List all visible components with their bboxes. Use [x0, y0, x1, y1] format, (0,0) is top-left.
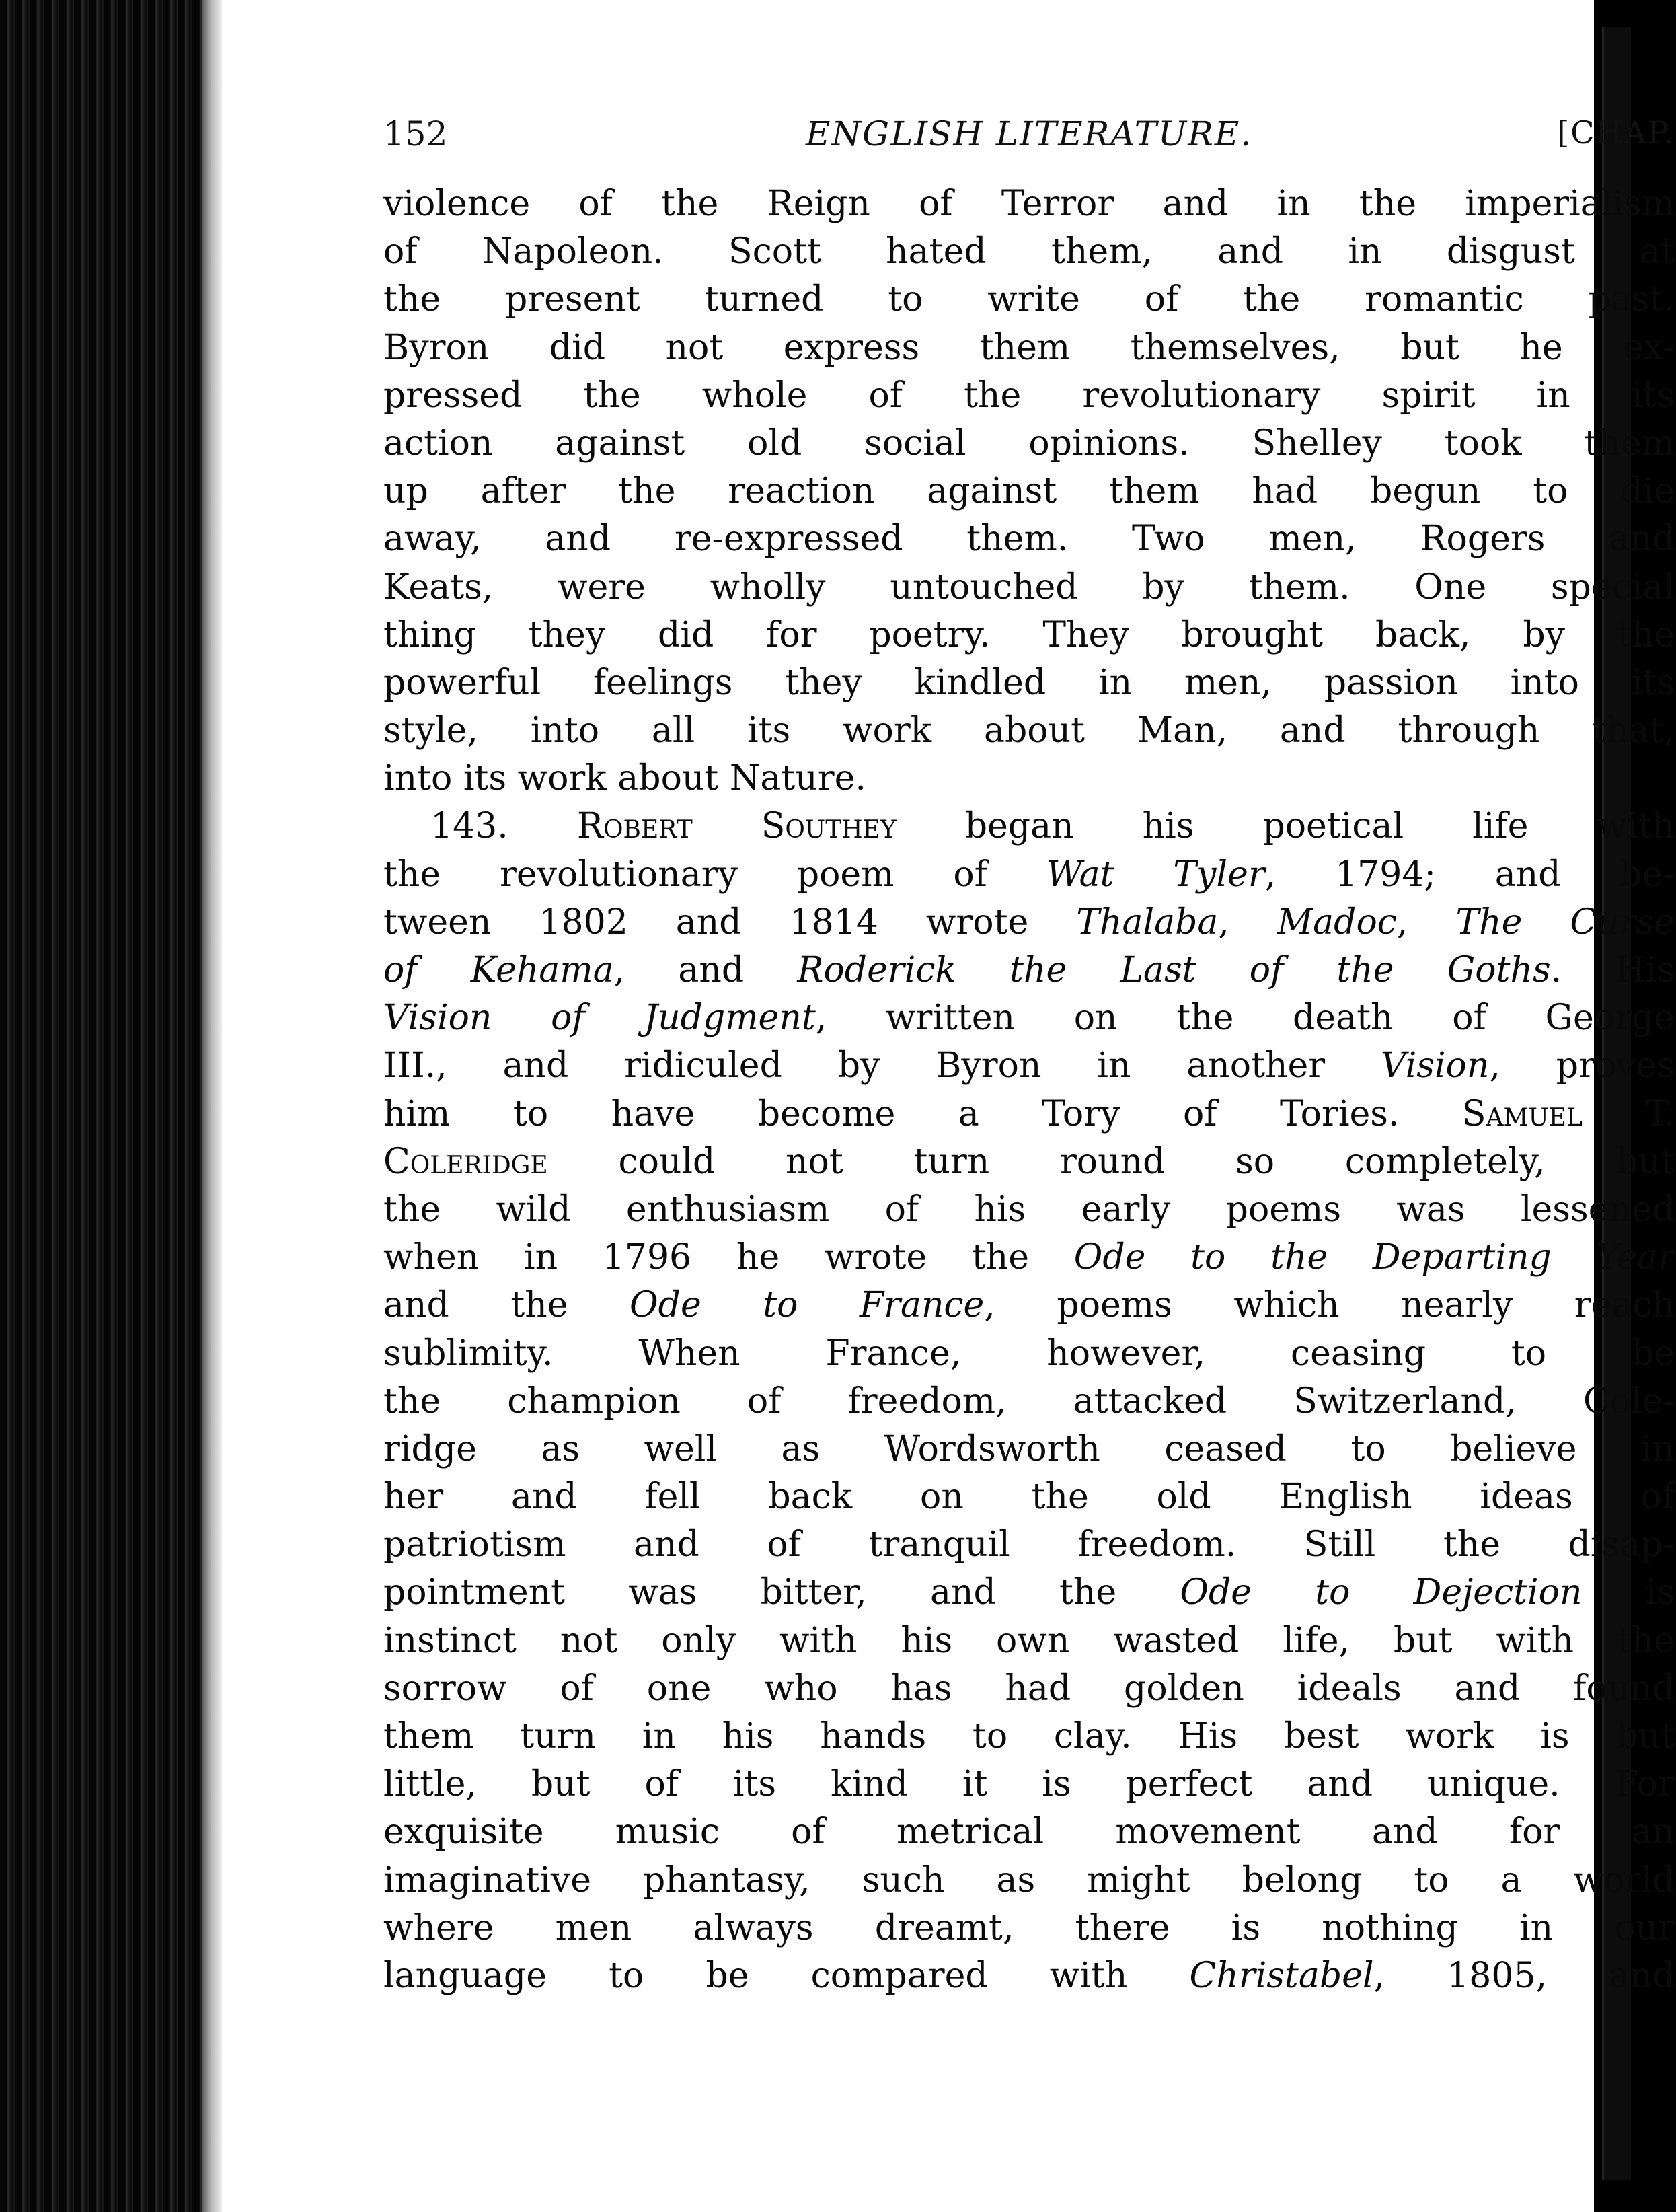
text-line — [383, 1138, 1675, 1186]
book-gutter — [0, 0, 215, 2212]
text-run: up after the reaction against them had begun to die — [383, 471, 1675, 512]
text-run: when in 1796 he wrote the — [383, 1237, 1074, 1278]
text-run: imaginative phantasy, such as might belong to a world — [383, 1859, 1675, 1901]
text-line — [383, 276, 1675, 324]
text-run: of Napoleon. Scott hated them, and in disgust at — [383, 231, 1675, 272]
text-line — [383, 324, 1675, 372]
running-head — [383, 114, 1675, 168]
text-run: little, but of its kind it is perfect and unique. For — [383, 1764, 1675, 1805]
text-line — [383, 1282, 1675, 1329]
text-run: could not turn round so completely, but — [547, 1141, 1675, 1182]
text-line — [383, 899, 1675, 947]
text-run: , 1794; and be- — [1264, 854, 1675, 895]
text-run: tween 1802 and 1814 wrote — [383, 901, 1077, 943]
italic-title: Madoc — [1277, 901, 1397, 943]
text-run: violence of the Reign of Terror and in the imperialism — [383, 184, 1675, 224]
text-run: thing they did for poetry. They brought back, by the — [383, 614, 1675, 655]
text-line — [383, 994, 1675, 1042]
italic-title: Ode to Dejection — [1180, 1572, 1583, 1613]
page-body — [383, 180, 1675, 2000]
text-line — [383, 755, 1675, 803]
text-line — [383, 1426, 1675, 1473]
text-run: , written on the death of George — [815, 998, 1675, 1039]
text-line — [383, 1378, 1675, 1426]
text-line — [383, 180, 1675, 228]
text-run: into its work about Nature. — [383, 758, 866, 799]
text-line — [383, 1905, 1675, 1952]
text-line — [383, 228, 1675, 276]
italic-title: Thalaba — [1076, 901, 1219, 943]
text-run: the champion of freedom, attacked Switzerland, Cole- — [383, 1380, 1675, 1422]
text-run: ridge as well as Wordsworth ceased to believe in — [383, 1428, 1675, 1469]
author-name: Samuel T. — [1461, 1093, 1675, 1134]
text-line — [383, 851, 1675, 899]
text-run: , — [1396, 901, 1456, 943]
text-line — [383, 1473, 1675, 1521]
text-line — [383, 612, 1675, 659]
text-line — [383, 1761, 1675, 1808]
italic-title: Wat Tyler — [1046, 854, 1265, 895]
text-line — [383, 1234, 1675, 1282]
text-line — [383, 1091, 1675, 1138]
text-run: began his poetical life with — [896, 806, 1675, 847]
text-line — [383, 515, 1675, 563]
italic-title: Roderick the Last of the Goths — [797, 950, 1551, 990]
chapter-marker: [CHAP. — [1557, 114, 1675, 151]
text-line — [383, 1808, 1675, 1856]
author-name: Robert Southey — [576, 806, 897, 847]
text-run: III., and ridiculed by Byron in another — [383, 1045, 1381, 1086]
text-run: style, into all its work about Man, and through that, — [383, 710, 1675, 751]
text-run: pointment was bitter, and the — [383, 1572, 1180, 1613]
text-line — [383, 372, 1675, 420]
text-line — [383, 1042, 1675, 1090]
text-run: the wild enthusiasm of his early poems was lessened — [383, 1189, 1675, 1230]
text-line — [383, 707, 1675, 755]
text-line — [383, 803, 1675, 850]
text-line — [383, 1857, 1675, 1905]
text-run: exquisite music of metrical movement and for an — [383, 1812, 1675, 1853]
text-line — [383, 564, 1675, 612]
text-line — [383, 1569, 1675, 1617]
text-run: away, and re-expressed them. Two men, Rogers and — [383, 519, 1675, 560]
italic-title: of Kehama — [383, 950, 614, 990]
text-run: sorrow of one who has had golden ideals and found — [383, 1668, 1675, 1709]
text-run: where men always dreamt, there is nothing in our — [383, 1907, 1675, 1948]
italic-title: Ode to France — [630, 1285, 985, 1326]
page-number: 152 — [383, 114, 448, 153]
text-line — [383, 1665, 1675, 1713]
text-line — [383, 947, 1675, 994]
text-run: them turn in his hands to clay. His best work is but — [383, 1716, 1675, 1757]
text-run: 143. — [430, 806, 577, 847]
italic-title: Vision — [1380, 1045, 1490, 1086]
text-run: powerful feelings they kindled in men, passion into its — [383, 662, 1675, 703]
text-line — [383, 659, 1675, 707]
text-run: . His — [1550, 950, 1675, 990]
text-line — [383, 420, 1675, 468]
text-line — [383, 1330, 1675, 1378]
italic-title: Christabel — [1189, 1955, 1374, 1996]
text-run: her and fell back on the old English ideas of — [383, 1477, 1675, 1518]
text-run: , and — [613, 950, 798, 990]
text-run: him to have become a Tory of Tories. — [383, 1093, 1462, 1134]
italic-title: Vision of Judgment — [383, 998, 816, 1039]
text-run: sublimity. When France, however, ceasing to be — [383, 1333, 1675, 1374]
text-run: is — [1582, 1572, 1675, 1613]
text-run: patriotism and of tranquil freedom. Still the disap- — [383, 1524, 1675, 1565]
text-run: , 1805, and — [1373, 1955, 1675, 1996]
text-run: the revolutionary poem of — [383, 854, 1046, 895]
author-name: Coleridge — [383, 1141, 548, 1182]
text-line — [383, 1186, 1675, 1234]
italic-title: The Curse — [1455, 901, 1675, 943]
text-run: , — [1218, 901, 1277, 943]
book-page — [222, 0, 1675, 2212]
text-run: language to be compared with — [383, 1955, 1190, 1996]
text-run: action against old social opinions. Shelley took them — [383, 422, 1675, 464]
text-line — [383, 1952, 1675, 2000]
text-run: pressed the whole of the revolutionary spirit in its — [383, 375, 1675, 416]
text-line — [383, 1713, 1675, 1761]
page-edge — [202, 0, 222, 2212]
text-run: Byron did not express them themselves, but he ex- — [383, 327, 1675, 368]
italic-title: Ode to the Departing Year — [1073, 1237, 1675, 1278]
text-line — [383, 1521, 1675, 1569]
text-run: Keats, were wholly untouched by them. One special — [383, 566, 1675, 607]
text-run: instinct not only with his own wasted life, but with the — [383, 1620, 1675, 1661]
text-run: the present turned to write of the romantic past. — [383, 279, 1675, 320]
text-line — [383, 468, 1675, 515]
text-run: and the — [383, 1285, 630, 1326]
text-line — [383, 1617, 1675, 1665]
text-run: , proves — [1489, 1045, 1675, 1086]
running-title: ENGLISH LITERATURE. — [805, 114, 1253, 153]
text-run: , poems which nearly reach — [984, 1285, 1675, 1326]
